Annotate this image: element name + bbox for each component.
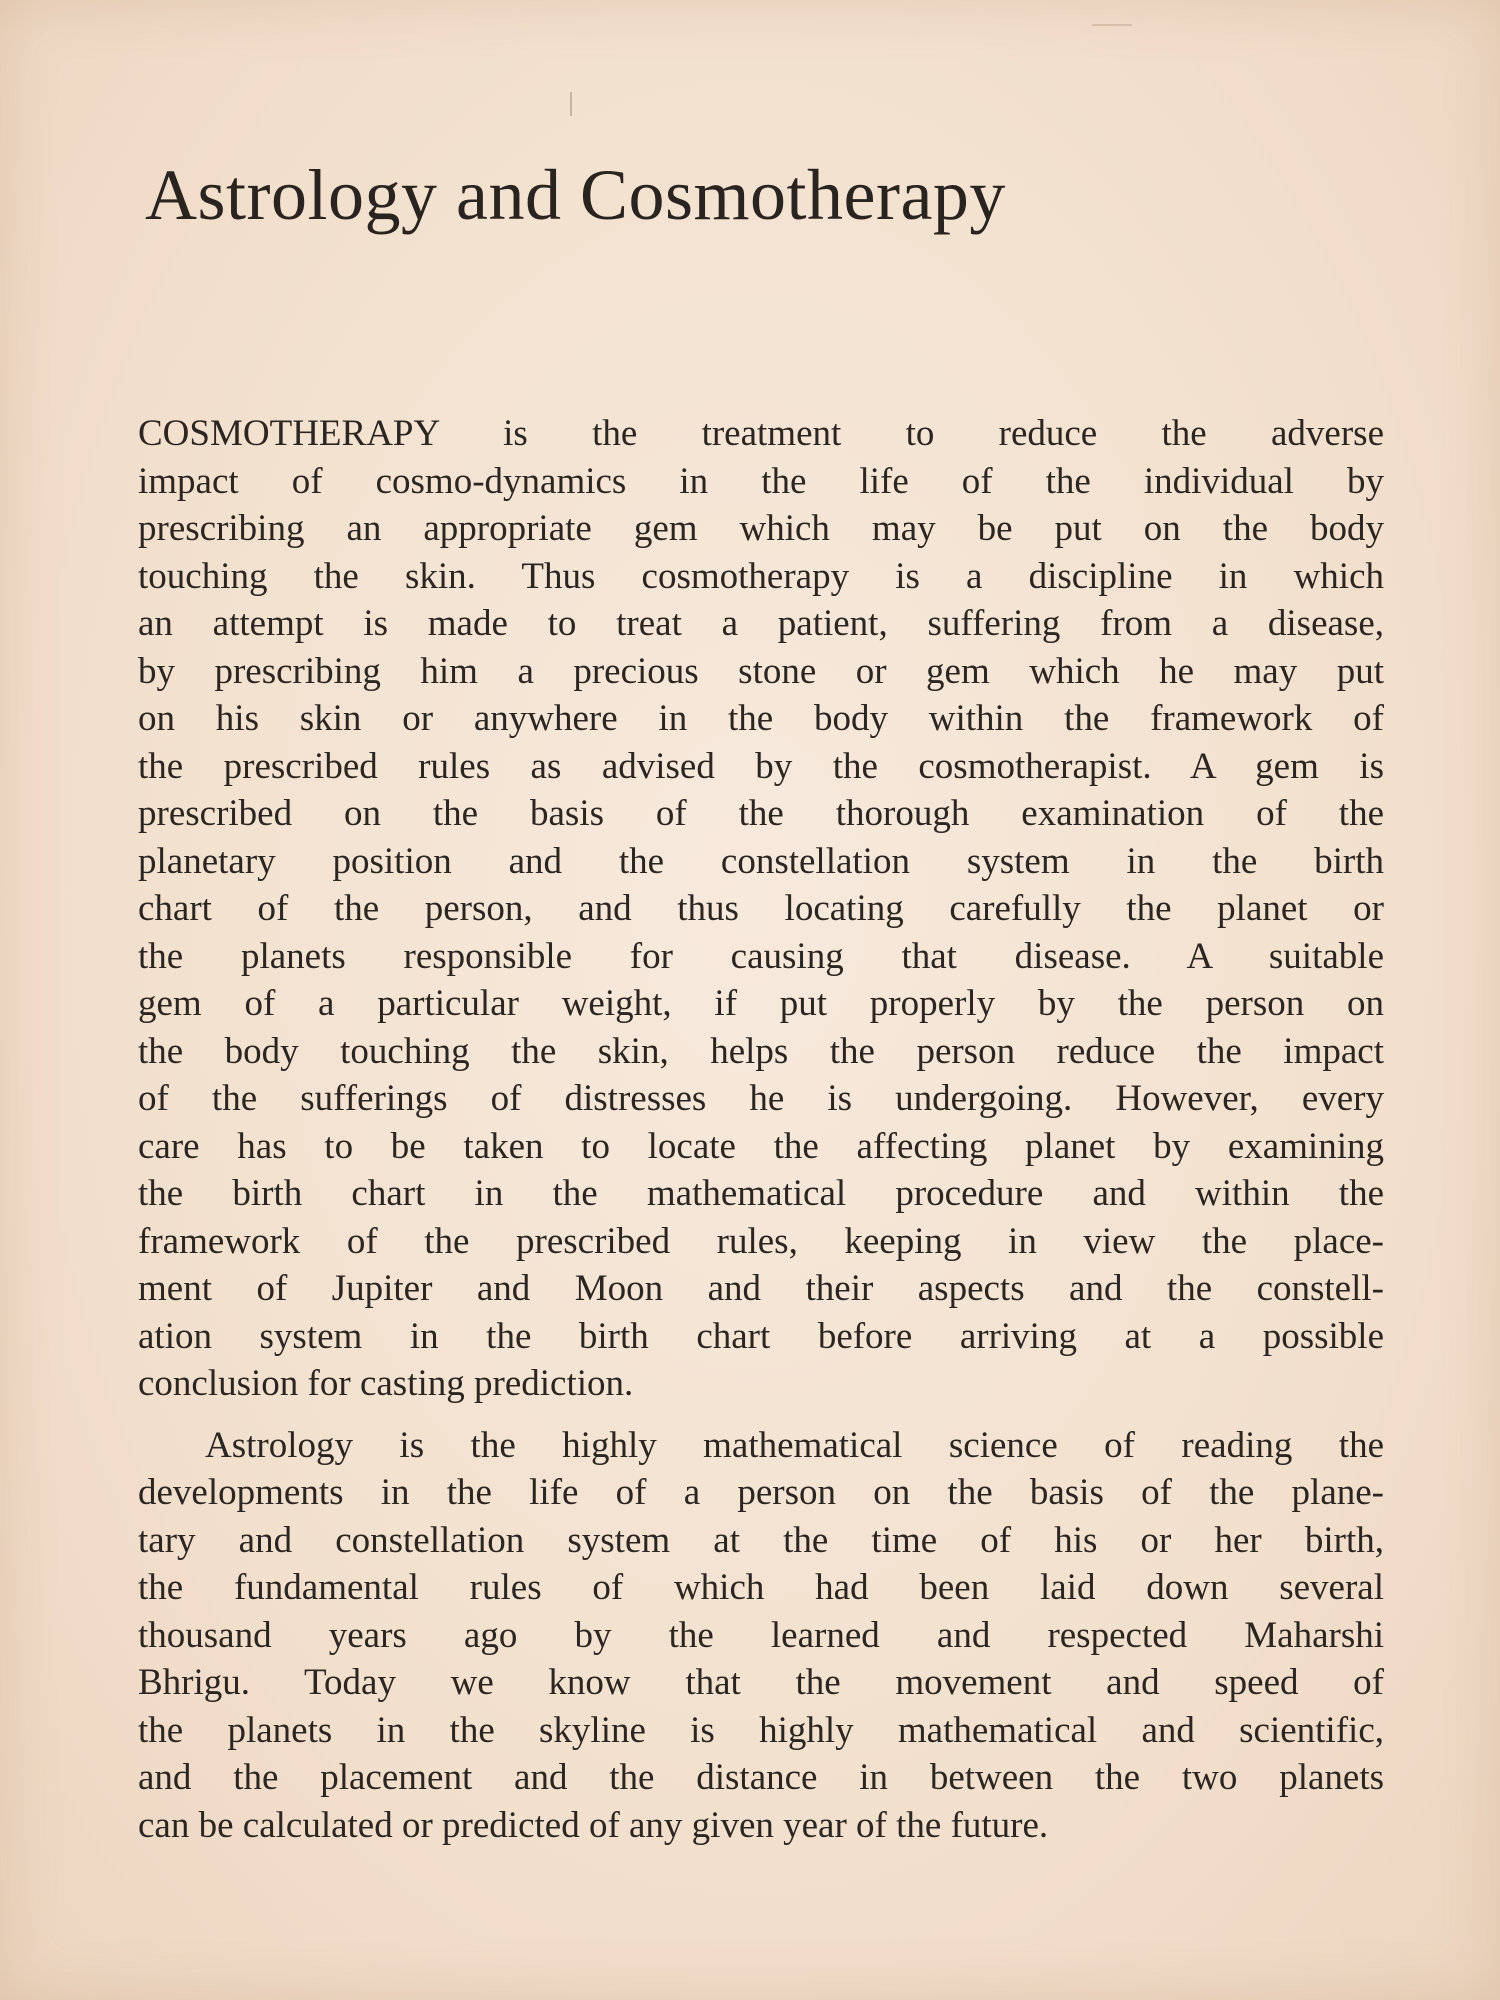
paper-blemish — [1092, 24, 1132, 26]
text-line: ment of Jupiter and Moon and their aspects and the constell- — [138, 1268, 1384, 1309]
text-line: the prescribed rules as advised by the cosmotherapist. A gem is — [138, 745, 1384, 787]
text-line: tary and constellation system at the time of his or her birth, — [138, 1519, 1384, 1561]
text-line: thousand years ago by the learned and respected Maharshi — [138, 1614, 1384, 1656]
paragraph-1 — [138, 410, 1384, 1408]
text-line: ation system in the birth chart before arriving at a possible — [138, 1315, 1384, 1357]
text-line: of the sufferings of distresses he is undergoing. However, every — [138, 1078, 1384, 1119]
text-line: framework of the prescribed rules, keeping in view the place- — [138, 1220, 1384, 1262]
text-line: Astrology is the highly mathematical science of reading the — [205, 1424, 1384, 1466]
text-line: Bhrigu. Today we know that the movement and speed of — [138, 1662, 1384, 1703]
text-line: can be calculated or predicted of any given year of the future. — [138, 1804, 1049, 1846]
text-line: gem of a particular weight, if put properly by the person on — [138, 983, 1384, 1024]
page-title: Astrology and Cosmotherapy — [145, 155, 1006, 235]
text-line: developments in the life of a person on the basis of the plane- — [138, 1472, 1384, 1513]
paragraph-2 — [138, 1422, 1384, 1850]
paper-blemish — [570, 92, 572, 116]
text-line: the birth chart in the mathematical procedure and within the — [138, 1173, 1384, 1214]
text-line: COSMOTHERAPY is the treatment to reduce the adverse — [138, 413, 1384, 454]
text-line: the planets responsible for causing that disease. A suitable — [138, 935, 1384, 977]
text-line: an attempt is made to treat a patient, suffering from a disease, — [138, 603, 1384, 644]
body-text — [138, 410, 1384, 1849]
text-line: by prescribing him a precious stone or gem which he may put — [138, 650, 1384, 692]
text-line: the body touching the skin, helps the person reduce the impact — [138, 1030, 1384, 1072]
text-line: touching the skin. Thus cosmotherapy is a discipline in which — [138, 555, 1384, 597]
text-line: care has to be taken to locate the affecting planet by examining — [138, 1125, 1384, 1167]
text-line: planetary position and the constellation system in the birth — [138, 840, 1384, 882]
text-line: prescribing an appropriate gem which may be put on the body — [138, 508, 1384, 549]
text-line: and the placement and the distance in between the two planets — [138, 1757, 1384, 1798]
text-line: impact of cosmo-dynamics in the life of the individual by — [138, 460, 1384, 502]
text-line: the planets in the skyline is highly mathematical and scientific, — [138, 1709, 1384, 1751]
text-line: on his skin or anywhere in the body within the framework of — [138, 698, 1384, 739]
text-line: prescribed on the basis of the thorough examination of the — [138, 793, 1384, 834]
text-line: chart of the person, and thus locating carefully the planet or — [138, 888, 1384, 929]
text-line: conclusion for casting prediction. — [138, 1363, 634, 1404]
text-line: the fundamental rules of which had been laid down several — [138, 1567, 1384, 1608]
